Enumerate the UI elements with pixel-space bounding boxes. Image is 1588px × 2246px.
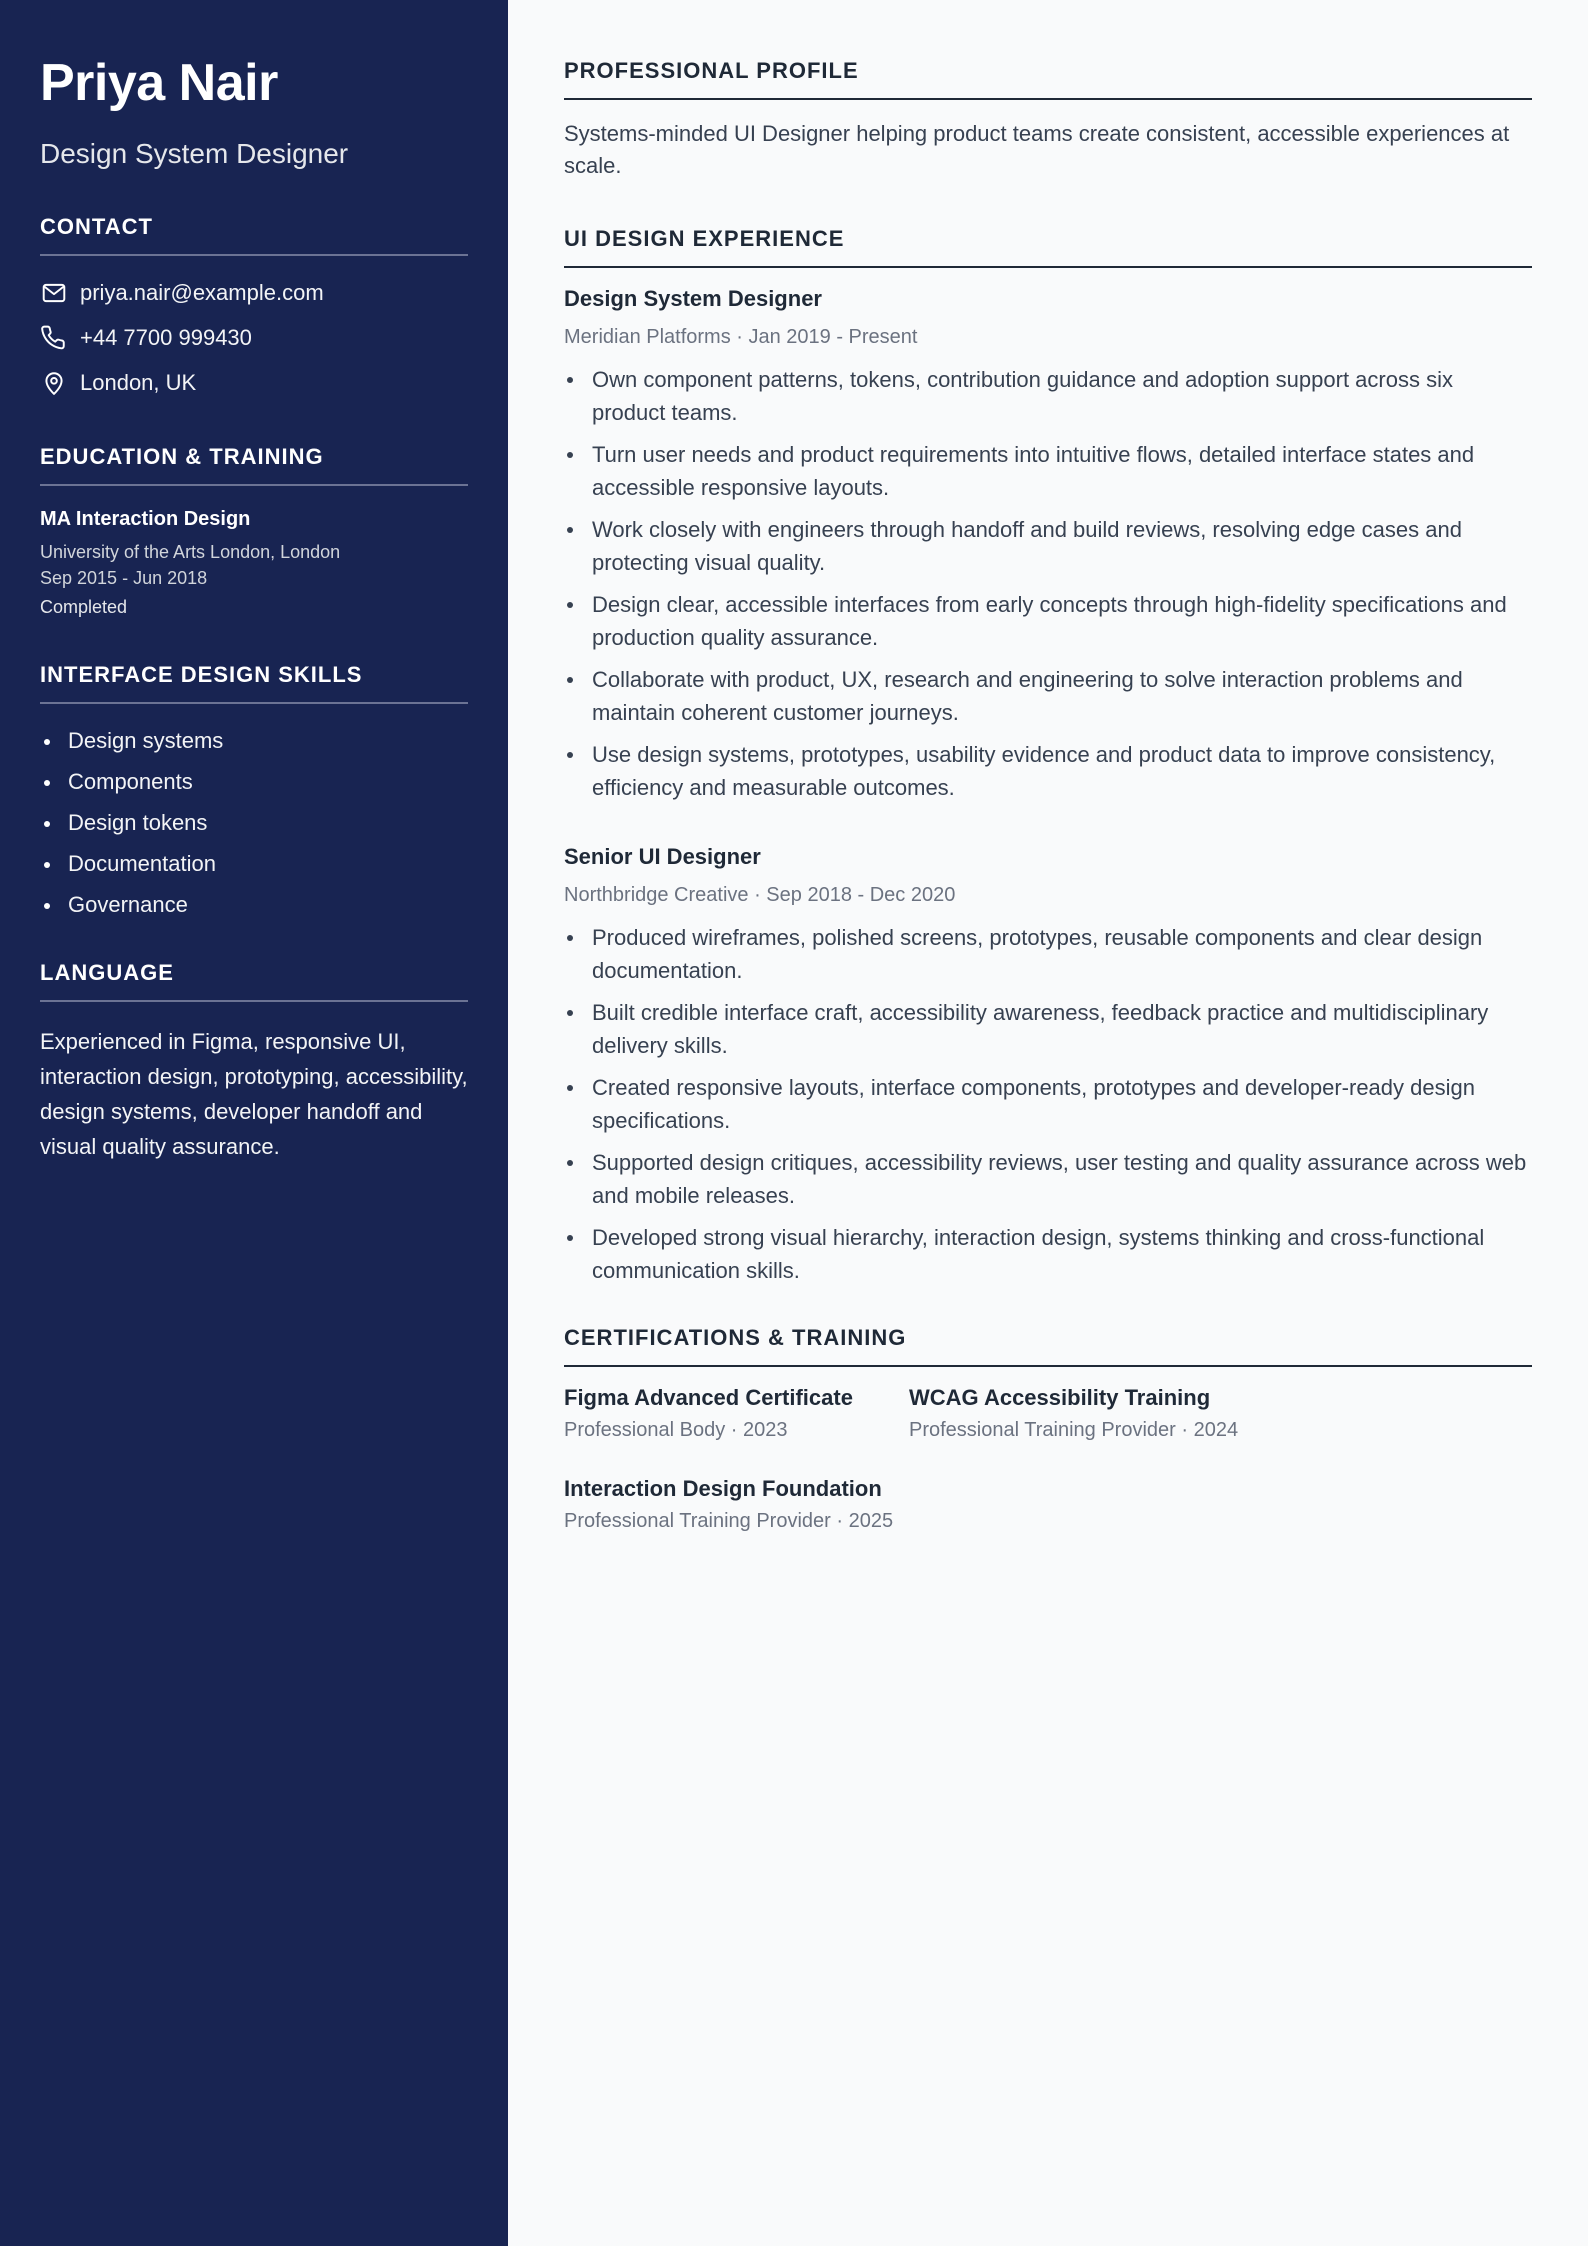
skill-item: Design tokens: [40, 808, 468, 838]
email-text: priya.nair@example.com: [80, 280, 324, 305]
certification-item: [564, 1385, 909, 1442]
phone-icon: [40, 324, 68, 352]
certifications-section: [564, 1325, 1532, 1533]
education-dates: Sep 2015 - Jun 2018: [40, 568, 208, 588]
profile-text: Systems-minded UI Designer helping product teams create consistent, accessible experiences at scale.: [564, 121, 1510, 178]
profile-heading: PROFESSIONAL PROFILE: [564, 58, 1532, 100]
job-entry: [564, 286, 1532, 804]
job-bullet: Produced wireframes, polished screens, prototypes, reusable components and clear design documentation.: [564, 921, 1532, 987]
job-bullet: Supported design critiques, accessibility reviews, user testing and quality assurance across web and mobile releases.: [564, 1146, 1532, 1212]
job-meta: Northbridge Creative · Sep 2018 - Dec 2020: [564, 884, 956, 906]
sidebar: [0, 0, 508, 2246]
job-bullet: Created responsive layouts, interface components, prototypes and developer-ready design specifications.: [564, 1071, 1532, 1137]
skill-item: Components: [40, 767, 468, 797]
profile-section: [564, 58, 1532, 182]
location-text: London, UK: [80, 370, 197, 395]
certification-name: Figma Advanced Certificate: [564, 1385, 853, 1410]
candidate-name: Priya Nair: [40, 54, 278, 112]
language-heading: LANGUAGE: [40, 960, 468, 1002]
certification-meta: Professional Training Provider · 2025: [564, 1510, 894, 1532]
job-bullet: Work closely with engineers through handoff and build reviews, resolving edge cases and protecting visual quality.: [564, 513, 1532, 579]
job-meta: Meridian Platforms · Jan 2019 - Present: [564, 326, 918, 348]
mail-icon: [40, 279, 68, 307]
education-status: Completed: [40, 597, 128, 617]
experience-section: [564, 226, 1532, 1287]
skills-list: [40, 726, 468, 920]
certification-meta: Professional Body · 2023: [564, 1419, 788, 1441]
location-pin-icon: [40, 369, 68, 397]
job-bullet: Turn user needs and product requirements into intuitive flows, detailed interface states and accessible responsive layouts.: [564, 438, 1532, 504]
language-text: Experienced in Figma, responsive UI, interaction design, prototyping, accessibility, design systems, developer handoff and visual quality assurance.: [40, 1029, 468, 1159]
experience-heading: UI DESIGN EXPERIENCE: [564, 226, 1532, 268]
job-bullet: Design clear, accessible interfaces from early concepts through high-fidelity specifications and production quality assurance.: [564, 588, 1532, 654]
certification-item: [909, 1385, 1329, 1442]
job-title: Design System Designer: [564, 286, 822, 311]
certification-name: Interaction Design Foundation: [564, 1476, 882, 1501]
certification-item: [564, 1476, 909, 1533]
job-title: Senior UI Designer: [564, 844, 761, 869]
certification-meta: Professional Training Provider · 2024: [909, 1419, 1239, 1441]
certification-name: WCAG Accessibility Training: [909, 1385, 1211, 1410]
contact-heading: CONTACT: [40, 214, 468, 256]
certifications-heading: CERTIFICATIONS & TRAINING: [564, 1325, 1532, 1367]
job-bullet: Use design systems, prototypes, usability evidence and product data to improve consistency, efficiency and measurable outcomes.: [564, 738, 1532, 804]
skills-heading: INTERFACE DESIGN SKILLS: [40, 662, 468, 704]
job-bullets: [564, 363, 1532, 804]
skills-section: [40, 662, 468, 920]
candidate-role: Design System Designer: [40, 138, 349, 169]
skill-item: Governance: [40, 890, 468, 920]
job-bullet: Built credible interface craft, accessibility awareness, feedback practice and multidisciplinary delivery skills.: [564, 996, 1532, 1062]
education-school: University of the Arts London, London: [40, 542, 341, 562]
skill-item: Design systems: [40, 726, 468, 756]
main-content: [508, 0, 1588, 2246]
education-heading: EDUCATION & TRAINING: [40, 444, 468, 486]
education-section: [40, 444, 468, 618]
job-bullet: Developed strong visual hierarchy, interaction design, systems thinking and cross-functional communication skills.: [564, 1221, 1532, 1287]
skill-item: Documentation: [40, 849, 468, 879]
language-section: [40, 960, 468, 1164]
phone-text: +44 7700 999430: [80, 325, 252, 350]
education-degree: MA Interaction Design: [40, 508, 251, 530]
job-bullets: [564, 921, 1532, 1287]
certifications-grid: [564, 1385, 1532, 1533]
contact-section: [40, 214, 468, 398]
contact-email[interactable]: [40, 278, 468, 308]
job-entry: [564, 844, 1532, 1287]
job-bullet: Own component patterns, tokens, contribution guidance and adoption support across six product teams.: [564, 363, 1532, 429]
job-bullet: Collaborate with product, UX, research and engineering to solve interaction problems and maintain coherent customer journeys.: [564, 663, 1532, 729]
contact-phone[interactable]: [40, 323, 468, 353]
contact-location: [40, 368, 468, 398]
